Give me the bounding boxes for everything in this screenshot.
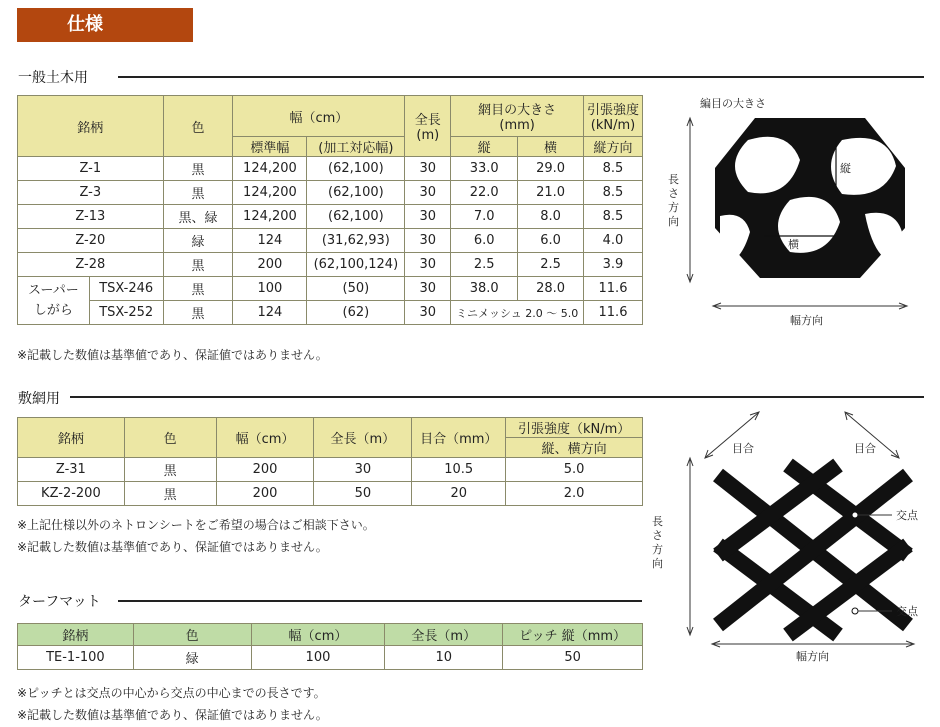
table-row xyxy=(18,181,643,205)
cell-proc: (50) xyxy=(307,277,405,301)
cell-color: 緑 xyxy=(163,229,233,253)
cell-color: 黒、緑 xyxy=(163,205,233,229)
cell-brand: Z-1 xyxy=(18,157,164,181)
table-row xyxy=(18,229,643,253)
cell-brand: Z-13 xyxy=(18,205,164,229)
table-row xyxy=(18,482,643,506)
diagram2-cross-1: 交点 xyxy=(896,509,918,522)
cell-brand: TSX-252 xyxy=(89,301,163,325)
cell-v: 33.0 xyxy=(451,157,518,181)
cell-color: 黒 xyxy=(163,277,233,301)
note-laying-2: ※記載した数値は基準値であり、保証値ではありません。 xyxy=(17,540,328,554)
col-tensile-dir: 縦方向 xyxy=(583,137,642,157)
spec-banner: 仕様 xyxy=(17,8,193,42)
cell-t: 11.6 xyxy=(583,301,642,325)
cell-len: 10 xyxy=(385,646,503,670)
diagram2-mesh-2: 目合 xyxy=(854,442,876,455)
cell-h: 8.0 xyxy=(518,205,584,229)
cell-brand: TSX-246 xyxy=(89,277,163,301)
col-color: 色 xyxy=(133,624,251,646)
cell-proc: (62) xyxy=(307,301,405,325)
cross-point xyxy=(852,512,858,518)
diagram2-cross-2: 交点 xyxy=(896,605,918,618)
cell-mesh: 10.5 xyxy=(412,458,506,482)
cell-len: 30 xyxy=(405,229,451,253)
cell-t: 8.5 xyxy=(583,181,642,205)
mesh-cross-diagram xyxy=(648,405,940,667)
col-tensile-unit: (kN/m) xyxy=(590,118,636,133)
diagram2-length-dir: 長さ方向 xyxy=(652,515,663,570)
general-spec-table xyxy=(17,95,643,325)
cell-pitch: 50 xyxy=(503,646,643,670)
cell-h: 21.0 xyxy=(518,181,584,205)
cell-v: 6.0 xyxy=(451,229,518,253)
cell-t: 5.0 xyxy=(506,458,643,482)
section-rule xyxy=(118,600,642,602)
section-title-laying: 敷網用 xyxy=(18,391,60,407)
diagram1-horizontal: 横 xyxy=(788,238,799,251)
diagram1-vertical: 縦 xyxy=(840,162,851,175)
col-length: 全長（m） xyxy=(314,418,412,458)
note-general: ※記載した数値は基準値であり、保証値ではありません。 xyxy=(17,348,328,362)
mesh-size-diagram xyxy=(660,88,935,338)
table-row xyxy=(18,253,643,277)
cell-brand: Z-28 xyxy=(18,253,164,277)
note-turf-1: ※ピッチとは交点の中心から交点の中心までの長さです。 xyxy=(17,686,326,700)
cell-super-label xyxy=(18,277,90,325)
cell-std: 124,200 xyxy=(233,205,307,229)
col-tensile-label: 引張強度 xyxy=(586,103,639,118)
cell-len: 30 xyxy=(405,181,451,205)
cell-len: 30 xyxy=(405,157,451,181)
col-pitch: ピッチ 縦（mm） xyxy=(503,624,643,646)
cell-color: 黒 xyxy=(163,181,233,205)
col-color: 色 xyxy=(124,418,216,458)
cell-h: 29.0 xyxy=(518,157,584,181)
diagram1-title: 編目の大きさ xyxy=(700,97,766,110)
cell-v: 22.0 xyxy=(451,181,518,205)
table-row xyxy=(18,646,643,670)
table-row xyxy=(18,277,643,301)
cell-color: 黒 xyxy=(163,253,233,277)
cell-color: 黒 xyxy=(163,301,233,325)
cell-h: 2.5 xyxy=(518,253,584,277)
cell-v: 38.0 xyxy=(451,277,518,301)
diagram1-length-dir: 長さ方向 xyxy=(668,173,679,228)
col-mesh-h: 横 xyxy=(518,137,584,157)
col-length: 全長（m） xyxy=(385,624,503,646)
diagram1-width-dir: 幅方向 xyxy=(790,314,823,327)
cell-std: 100 xyxy=(233,277,307,301)
cell-len: 30 xyxy=(314,458,412,482)
turf-spec-table xyxy=(17,623,643,670)
cell-color: 黒 xyxy=(124,482,216,506)
cell-brand: TE-1-100 xyxy=(18,646,134,670)
cell-width: 200 xyxy=(216,482,314,506)
col-length xyxy=(405,96,451,157)
cell-t: 11.6 xyxy=(583,277,642,301)
super-label-2: しがら xyxy=(33,302,73,318)
diagonal-strands xyxy=(718,465,908,635)
cell-width: 100 xyxy=(251,646,385,670)
col-brand: 銘柄 xyxy=(18,418,125,458)
cell-std: 124 xyxy=(233,229,307,253)
table-row xyxy=(18,301,643,325)
cell-color: 黒 xyxy=(163,157,233,181)
col-std-width: 標準幅 xyxy=(233,137,307,157)
col-mesh xyxy=(451,96,584,137)
cell-len: 30 xyxy=(405,277,451,301)
cell-len: 50 xyxy=(314,482,412,506)
cell-std: 124,200 xyxy=(233,181,307,205)
cell-proc: (62,100) xyxy=(307,205,405,229)
cell-len: 30 xyxy=(405,301,451,325)
cell-mini-mesh: ミニメッシュ 2.0 ～ 5.0 xyxy=(451,301,584,325)
col-tensile: 引張強度（kN/m） xyxy=(506,418,643,438)
table-row xyxy=(18,458,643,482)
cell-h: 6.0 xyxy=(518,229,584,253)
section-title-turf: ターフマット xyxy=(18,594,101,610)
col-mesh-v: 縦 xyxy=(451,137,518,157)
cell-t: 8.5 xyxy=(583,205,642,229)
cell-proc: (62,100) xyxy=(307,157,405,181)
laying-spec-table xyxy=(17,417,643,506)
cell-width: 200 xyxy=(216,458,314,482)
cell-len: 30 xyxy=(405,253,451,277)
col-length-label: 全長 xyxy=(414,113,441,128)
cell-t: 4.0 xyxy=(583,229,642,253)
section-rule xyxy=(70,396,924,398)
cell-std: 124 xyxy=(233,301,307,325)
table-row xyxy=(18,157,643,181)
cell-v: 7.0 xyxy=(451,205,518,229)
table-row xyxy=(18,205,643,229)
section-title-general: 一般土木用 xyxy=(18,70,88,86)
note-turf-2: ※記載した数値は基準値であり、保証値ではありません。 xyxy=(17,708,328,722)
col-tensile xyxy=(583,96,642,137)
cell-brand: Z-31 xyxy=(18,458,125,482)
super-label-1: スーパー xyxy=(28,282,79,298)
cell-t: 8.5 xyxy=(583,157,642,181)
cell-proc: (62,100) xyxy=(307,181,405,205)
cell-proc: (62,100,124) xyxy=(307,253,405,277)
col-color: 色 xyxy=(163,96,233,157)
cross-point xyxy=(852,608,858,614)
cell-color: 緑 xyxy=(133,646,251,670)
col-proc-width: (加工対応幅) xyxy=(307,137,405,157)
cell-t: 3.9 xyxy=(583,253,642,277)
col-tensile-dir: 縦、横方向 xyxy=(506,438,643,458)
section-rule xyxy=(118,76,924,78)
cell-brand: KZ-2-200 xyxy=(18,482,125,506)
cell-color: 黒 xyxy=(124,458,216,482)
col-width: 幅（cm） xyxy=(251,624,385,646)
note-laying-1: ※上記仕様以外のネトロンシートをご希望の場合はご相談下さい。 xyxy=(17,518,375,532)
cell-proc: (31,62,93) xyxy=(307,229,405,253)
diagram2-width-dir: 幅方向 xyxy=(796,650,829,663)
cell-len: 30 xyxy=(405,205,451,229)
cell-brand: Z-3 xyxy=(18,181,164,205)
cell-brand: Z-20 xyxy=(18,229,164,253)
cell-std: 200 xyxy=(233,253,307,277)
col-width: 幅（cm） xyxy=(233,96,405,137)
col-mesh-unit: (mm) xyxy=(499,118,535,133)
col-brand: 銘柄 xyxy=(18,96,164,157)
cell-h: 28.0 xyxy=(518,277,584,301)
cell-std: 124,200 xyxy=(233,157,307,181)
cell-v: 2.5 xyxy=(451,253,518,277)
cell-mesh: 20 xyxy=(412,482,506,506)
col-mesh-label: 網目の大きさ xyxy=(478,103,557,118)
col-brand: 銘柄 xyxy=(18,624,134,646)
cell-t: 2.0 xyxy=(506,482,643,506)
col-mesh: 目合（mm） xyxy=(412,418,506,458)
diagram2-mesh-1: 目合 xyxy=(732,442,754,455)
col-length-unit: (m) xyxy=(416,128,440,143)
col-width: 幅（cm） xyxy=(216,418,314,458)
